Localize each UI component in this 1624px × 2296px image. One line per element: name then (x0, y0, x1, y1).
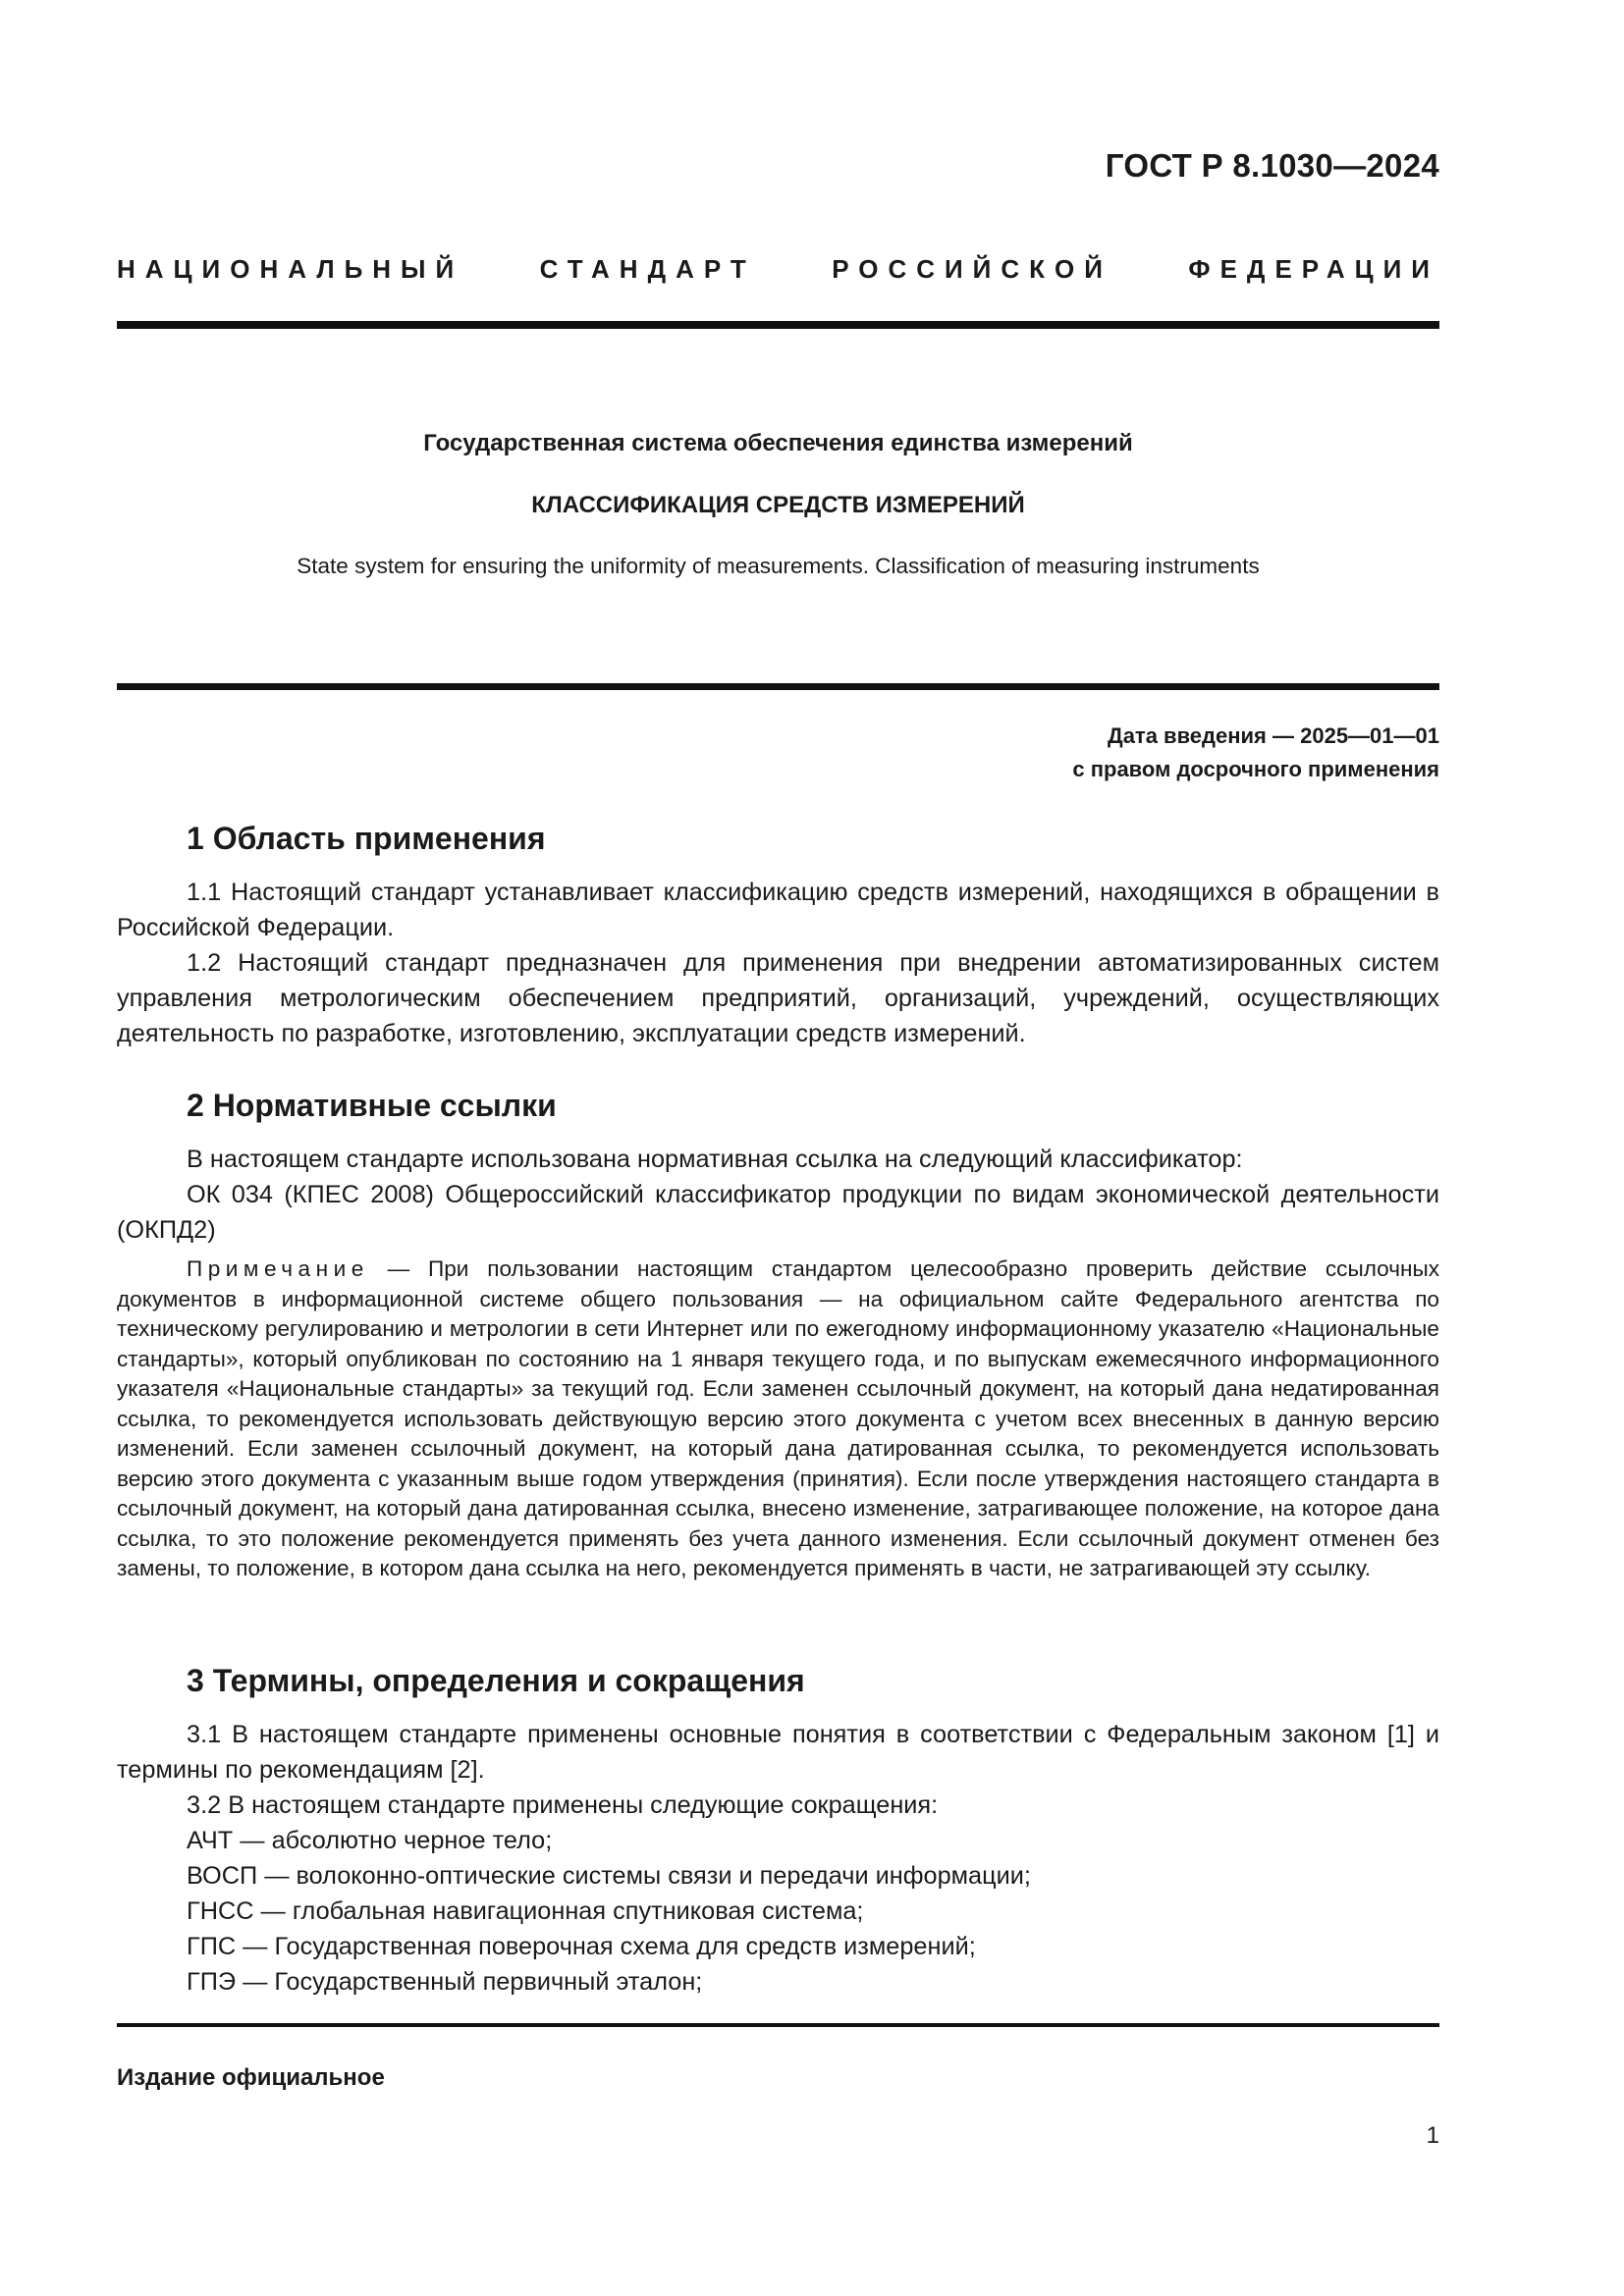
abbreviation-item: ГПЭ — Государственный первичный эталон; (187, 1968, 703, 1996)
section-3-paragraph-2: 3.2 В настоящем стандарте применены следующие сокращения: (187, 1791, 939, 1819)
introduction-date (1072, 720, 1439, 786)
abbreviation-item: АЧТ — абсолютно черное тело; (187, 1827, 553, 1854)
document-code: ГОСТ Р 8.1030—2024 (1105, 147, 1439, 184)
top-divider (117, 321, 1439, 329)
national-standard-header: НАЦИОНАЛЬНЫЙ СТАНДАРТ РОССИЙСКОЙ ФЕДЕРАЦИИ (117, 254, 1439, 284)
document-title: КЛАССИФИКАЦИЯ СРЕДСТВ ИЗМЕРЕНИЙ (531, 492, 1025, 518)
section-2-body (117, 1142, 1439, 1248)
section-1-body (117, 875, 1439, 1051)
system-title: Государственная система обеспечения единства измерений (423, 430, 1133, 456)
title-divider (117, 683, 1439, 690)
section-3-paragraph-1: 3.1 В настоящем стандарте применены основные понятия в соответствии с Федеральным законом [1] и термины по рекомендациям [2]. (117, 1721, 1439, 1784)
section-1-paragraph-2: 1.2 Настоящий стандарт предназначен для применения при внедрении автоматизированных систем управления метрологическим обеспечением предприятий, организаций, учреждений, осуществляющих деятельность по разработке, изготовлению, эксплуатации средств измерений. (117, 949, 1439, 1047)
introduction-date-line: Дата введения — 2025—01—01 (1108, 723, 1439, 748)
footer-divider (117, 2023, 1439, 2027)
section-2-heading: 2 Нормативные ссылки (187, 1088, 557, 1123)
section-2-paragraph-2: ОК 034 (КПЕС 2008) Общероссийский классификатор продукции по видам экономической деятельности (ОКПД2) (117, 1181, 1439, 1244)
abbreviation-item: ГНСС — глобальная навигационная спутниковая система; (187, 1897, 864, 1925)
note-label: Примечание (187, 1256, 369, 1281)
section-2-note (117, 1255, 1439, 1584)
section-2-paragraph-1: В настоящем стандарте использована нормативная ссылка на следующий классификатор: (187, 1146, 1243, 1173)
english-title: State system for ensuring the uniformity of measurements. Classification of measuring instruments (297, 554, 1260, 578)
section-3-heading: 3 Термины, определения и сокращения (187, 1663, 805, 1698)
abbreviation-item: ГПС — Государственная поверочная схема для средств измерений; (187, 1933, 976, 1960)
section-1-heading: 1 Область применения (187, 821, 546, 856)
note-text: — При пользовании настоящим стандартом целесообразно проверить действие ссылочных документов в информационной системе общего пользования — на официальном сайте Федерального агентства по техническому регулированию и метрологии в сети Интернет или по ежегодному информационному указателю «Национальные стандарты», который опубликован по состоянию на 1 января текущего года, и по выпускам ежемесячного информационного указателя «Национальные стандарты» за текущий год. Если заменен ссылочный документ, на который дана недатированная ссылка, то рекомендуется использовать действующую версию этого документа с учетом всех внесенных в данную версию изменений. Если заменен ссылочный документ, на который дана датированная ссылка, то рекомендуется использовать версию этого документа с указанным выше годом утверждения (принятия). Если после утверждения настоящего стандарта в ссылочный документ, на который дана датированная ссылка, внесено изменение, затрагивающее положение, на которое дана ссылка, то это положение рекомендуется применять без учета данного изменения. Если ссылочный документ отменен без замены, то положение, в котором дана ссылка на него, рекомендуется применять в части, не затрагивающей эту ссылку. (117, 1256, 1439, 1580)
early-use-line: с правом досрочного применения (1072, 757, 1439, 781)
abbreviation-item: ВОСП — волоконно-оптические системы связи и передачи информации; (187, 1862, 1031, 1890)
section-3-body (117, 1717, 1439, 2000)
official-edition-label: Издание официальное (117, 2064, 385, 2091)
page-number: 1 (1426, 2122, 1439, 2149)
section-1-paragraph-1: 1.1 Настоящий стандарт устанавливает классификацию средств измерений, находящихся в обращении в Российской Федерации. (117, 879, 1439, 941)
